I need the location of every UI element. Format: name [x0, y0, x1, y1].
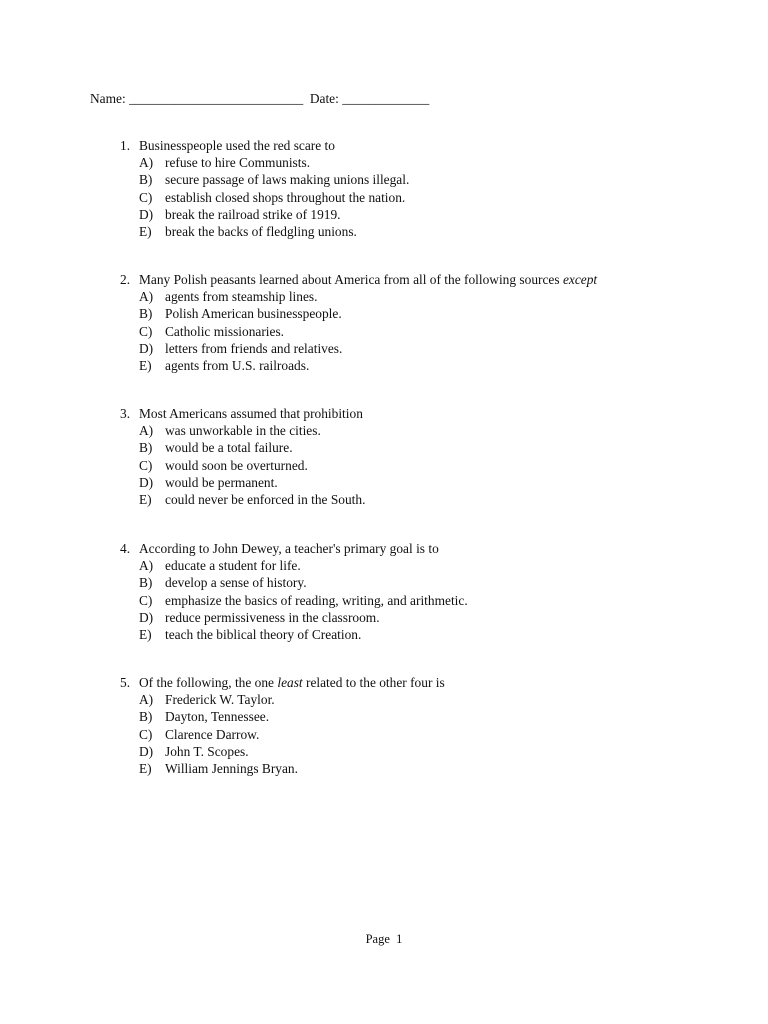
answer-option — [120, 609, 468, 626]
option-letter: B) — [139, 709, 153, 725]
option-letter: D) — [139, 743, 154, 759]
question-number: 4. — [120, 541, 131, 556]
option-letter: E) — [139, 761, 152, 777]
date-label: Date: — [309, 91, 339, 106]
option-letter: B) — [139, 306, 153, 322]
answer-option — [120, 708, 445, 725]
question-number: 1. — [120, 138, 131, 153]
answer-option — [120, 574, 468, 591]
question-number: 3. — [120, 406, 131, 421]
option-letter: E) — [139, 627, 152, 643]
option-text: agents from U.S. railroads. — [165, 358, 310, 374]
name-date-header — [90, 90, 429, 107]
option-text: teach the biblical theory of Creation. — [165, 627, 362, 643]
option-text: develop a sense of history. — [165, 575, 307, 591]
answer-option — [120, 760, 445, 777]
option-text: would soon be overturned. — [165, 457, 308, 473]
stem-text: Many Polish peasants learned about America from all of the following sources — [139, 272, 563, 287]
answer-options — [120, 691, 445, 777]
stem-text: Most Americans assumed that prohibition — [139, 406, 363, 421]
option-text: educate a student for life. — [165, 558, 301, 574]
option-letter: A) — [139, 692, 154, 708]
option-text: letters from friends and relatives. — [165, 340, 343, 356]
page-label: Page — [365, 932, 390, 946]
option-letter: A) — [139, 289, 154, 305]
option-text: would be a total failure. — [165, 440, 293, 456]
stem-text: Of the following, the one — [139, 675, 278, 690]
option-text: Frederick W. Taylor. — [165, 692, 275, 708]
option-letter: A) — [139, 423, 154, 439]
answer-option — [120, 422, 365, 439]
option-text: would be permanent. — [165, 474, 278, 490]
question-2 — [120, 271, 597, 374]
question-stem — [120, 674, 445, 691]
question-stem — [120, 137, 409, 154]
option-letter: E) — [139, 224, 152, 240]
answer-option — [120, 439, 365, 456]
answer-option — [120, 305, 597, 322]
answer-option — [120, 206, 409, 223]
option-text: break the railroad strike of 1919. — [165, 206, 341, 222]
option-letter: B) — [139, 172, 153, 188]
option-text: Dayton, Tennessee. — [165, 709, 270, 725]
question-5 — [120, 674, 445, 777]
answer-option — [120, 323, 597, 340]
answer-option — [120, 691, 445, 708]
option-text: break the backs of fledgling unions. — [165, 224, 357, 240]
option-letter: D) — [139, 474, 154, 490]
name-label: Name: — [90, 91, 126, 106]
answer-option — [120, 474, 365, 491]
answer-option — [120, 189, 409, 206]
answer-option — [120, 223, 409, 240]
page-number: 1 — [396, 932, 403, 946]
option-text: emphasize the basics of reading, writing, and arithmetic. — [165, 592, 468, 608]
option-letter: C) — [139, 457, 153, 473]
option-letter: E) — [139, 358, 152, 374]
option-text: Clarence Darrow. — [165, 726, 260, 742]
question-1 — [120, 137, 409, 240]
option-text: was unworkable in the cities. — [165, 423, 321, 439]
option-letter: A) — [139, 155, 154, 171]
option-text: Polish American businesspeople. — [165, 306, 342, 322]
answer-option — [120, 491, 365, 508]
page-footer — [0, 932, 768, 947]
answer-option — [120, 171, 409, 188]
answer-options — [120, 288, 597, 374]
name-blank: __________________________ — [129, 91, 304, 106]
answer-option — [120, 357, 597, 374]
option-text: could never be enforced in the South. — [165, 492, 366, 508]
option-letter: D) — [139, 609, 154, 625]
answer-option — [120, 154, 409, 171]
question-stem — [120, 405, 365, 422]
option-letter: D) — [139, 206, 154, 222]
option-text: William Jennings Bryan. — [165, 761, 298, 777]
stem-emphasis: except — [562, 272, 598, 287]
answer-option — [120, 557, 468, 574]
stem-text: Businesspeople used the red scare to — [139, 138, 335, 153]
question-number: 2. — [120, 272, 131, 287]
answer-options — [120, 557, 468, 643]
answer-option — [120, 288, 597, 305]
option-letter: C) — [139, 592, 153, 608]
option-letter: E) — [139, 492, 152, 508]
option-letter: C) — [139, 726, 153, 742]
answer-option — [120, 626, 468, 643]
question-number: 5. — [120, 675, 131, 690]
question-stem — [120, 540, 468, 557]
answer-options — [120, 422, 365, 508]
option-letter: C) — [139, 189, 153, 205]
option-letter: B) — [139, 575, 153, 591]
question-stem — [120, 271, 597, 288]
option-text: secure passage of laws making unions illegal. — [165, 172, 410, 188]
stem-text: According to John Dewey, a teacher's primary goal is to — [139, 541, 439, 556]
option-text: John T. Scopes. — [165, 743, 249, 759]
option-text: establish closed shops throughout the nation. — [165, 189, 406, 205]
answer-options — [120, 154, 409, 240]
option-text: Catholic missionaries. — [165, 323, 285, 339]
answer-option — [120, 743, 445, 760]
answer-option — [120, 457, 365, 474]
question-3 — [120, 405, 365, 508]
stem-text-after: related to the other four is — [302, 675, 445, 690]
answer-option — [120, 592, 468, 609]
answer-option — [120, 726, 445, 743]
stem-emphasis: least — [277, 675, 303, 690]
option-text: refuse to hire Communists. — [165, 155, 311, 171]
date-blank: _____________ — [342, 91, 430, 106]
option-letter: D) — [139, 340, 154, 356]
answer-option — [120, 340, 597, 357]
option-letter: A) — [139, 558, 154, 574]
option-text: agents from steamship lines. — [165, 289, 318, 305]
option-letter: B) — [139, 440, 153, 456]
option-letter: C) — [139, 323, 153, 339]
question-4 — [120, 540, 468, 643]
option-text: reduce permissiveness in the classroom. — [165, 609, 380, 625]
